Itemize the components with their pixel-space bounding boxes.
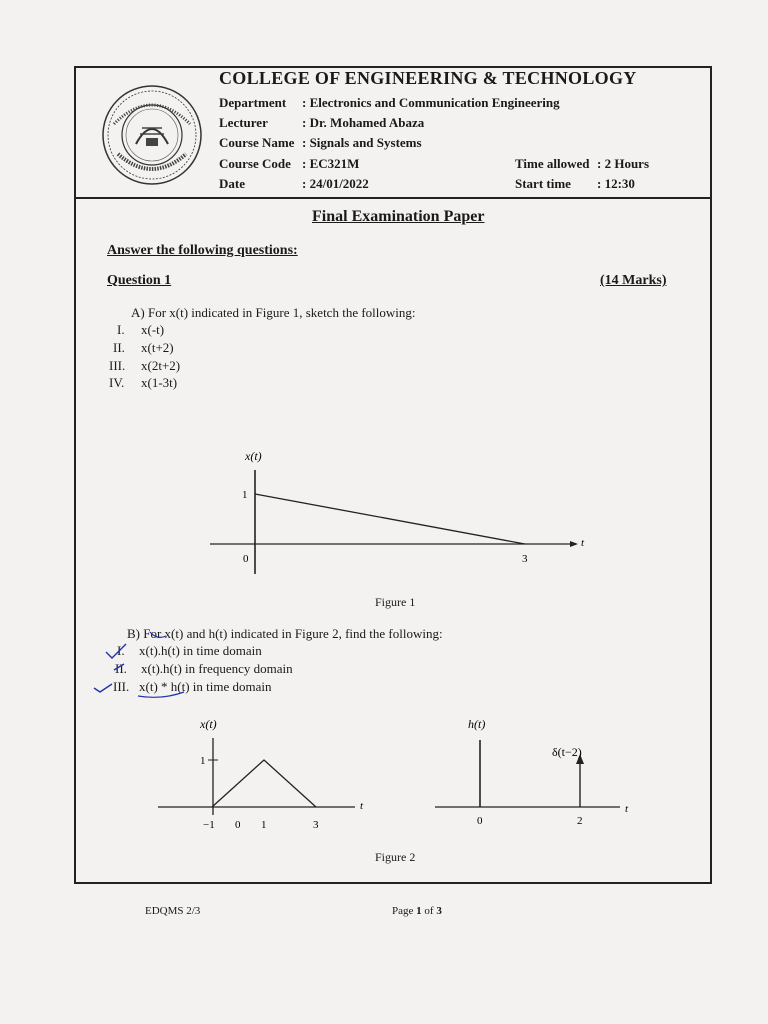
fig2x-tick-neg1: −1: [203, 819, 215, 831]
fig2x-tick-0: 0: [235, 819, 241, 831]
course-name-value: : Signals and Systems: [302, 135, 422, 150]
footer-page-number: [392, 905, 442, 917]
course-code-label: Course Code: [219, 156, 291, 171]
part-a-num-1: I.: [117, 322, 125, 337]
part-a-item-1: x(-t): [141, 322, 165, 337]
fig2h-tick-2: 2: [577, 815, 583, 827]
pen-annotations: [92, 622, 212, 702]
part-b-num-2: II.: [115, 661, 127, 676]
figure-2-h-plot: [430, 710, 640, 835]
fig1-xlabel: t: [581, 537, 585, 549]
fig2x-ylabel: x(t): [200, 717, 217, 731]
date-label: Date: [219, 176, 245, 191]
part-b-item-2: x(t).h(t) in frequency domain: [141, 661, 293, 676]
part-b-prompt: B) For x(t) and h(t) indicated in Figure 2, find the following:: [127, 626, 443, 641]
header-divider: [74, 197, 712, 199]
part-a-item-4: x(1-3t): [141, 375, 178, 390]
part-a-num-2: II.: [113, 340, 125, 355]
question-1-heading: Question 1: [107, 273, 172, 288]
fig1-x-arrow: [570, 541, 578, 547]
department-value: : Electronics and Communication Engineering: [302, 95, 560, 110]
start-time-value: : 12:30: [597, 176, 635, 191]
fig2h-xlabel: t: [625, 803, 629, 815]
start-time-label: Start time: [515, 176, 571, 191]
figure-2-x-plot: [150, 710, 380, 835]
part-a-prompt: A) For x(t) indicated in Figure 1, sketch the following:: [131, 305, 416, 320]
date-value: : 24/01/2022: [302, 176, 369, 191]
fig2x-tick-y: 1: [200, 755, 206, 767]
page-mid: of: [421, 905, 437, 917]
fig2h-tick-0: 0: [477, 815, 483, 827]
college-seal-logo: [98, 84, 206, 186]
fig2x-signal-line: [212, 760, 316, 807]
department-label: Department: [219, 95, 287, 110]
fig1-ylabel: x(t): [245, 449, 262, 463]
page-prefix: Page: [392, 905, 417, 917]
fig1-tick-y: 1: [242, 489, 248, 501]
pen-check-1: [106, 644, 126, 658]
pen-underline-3: [138, 692, 184, 697]
pen-mark-b: [150, 632, 166, 637]
fig1-tick-0: 0: [243, 553, 249, 565]
course-code-value: : EC321M: [302, 156, 360, 171]
part-b-item-3: x(t) * h(t) in time domain: [139, 679, 272, 694]
time-allowed-label: Time allowed: [515, 156, 590, 171]
fig1-signal-line: [255, 494, 525, 544]
course-name-label: Course Name: [219, 135, 295, 150]
fig2h-ylabel: h(t): [468, 717, 486, 731]
fig2x-tick-3: 3: [313, 819, 319, 831]
fig1-tick-3: 3: [522, 553, 528, 565]
college-name: COLLEGE OF ENGINEERING & TECHNOLOGY: [219, 68, 637, 88]
part-a-item-3: x(2t+2): [141, 358, 181, 373]
exam-title: Final Examination Paper: [312, 208, 485, 225]
page-current: 1: [416, 905, 422, 917]
pen-check-3: [94, 684, 112, 692]
time-allowed-value: : 2 Hours: [597, 156, 649, 171]
lecturer-label: Lecturer: [219, 115, 268, 130]
part-a-num-4: IV.: [109, 375, 125, 390]
part-a-item-2: x(t+2): [141, 340, 174, 355]
part-b-num-1: I.: [117, 643, 125, 658]
part-b-num-3: III.: [113, 679, 130, 694]
figure-1-plot: [200, 440, 600, 580]
fig2x-tick-1: 1: [261, 819, 267, 831]
part-b-item-1: x(t).h(t) in time domain: [139, 643, 262, 658]
lecturer-value: : Dr. Mohamed Abaza: [302, 115, 425, 130]
question-1-marks: (14 Marks): [600, 273, 667, 288]
figure-2-caption: Figure 2: [375, 850, 416, 864]
part-a-num-3: III.: [109, 358, 126, 373]
fig2x-xlabel: t: [360, 800, 364, 812]
instruction-heading: Answer the following questions:: [107, 243, 298, 258]
fig2h-impulse-label: δ(t−2): [552, 745, 582, 759]
footer-form-code: EDQMS 2/3: [145, 905, 201, 917]
pen-strike-2: [114, 664, 124, 670]
page-total: 3: [436, 905, 442, 917]
figure-1-caption: Figure 1: [375, 595, 416, 609]
